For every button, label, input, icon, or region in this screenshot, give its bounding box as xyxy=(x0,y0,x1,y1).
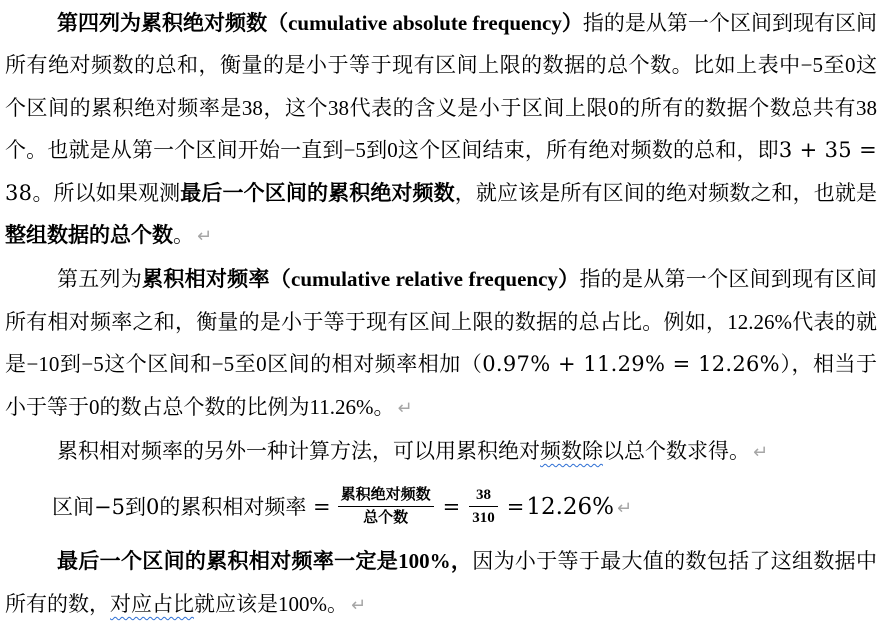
bold-phrase-always-100-percent: 最后一个区间的累积相对频率一定是100%， xyxy=(57,549,473,574)
equals-sign: = xyxy=(506,495,525,520)
body-text: 。所以如果观测 xyxy=(32,180,181,205)
paragraph-alternative-method xyxy=(5,430,877,474)
inline-equation: 3 + 35 = 38 xyxy=(5,138,877,205)
body-text: 累积相对频率的另外一种计算方法，可以用累积绝对 xyxy=(57,439,540,464)
inline-equation: 0.97% + 11.29% = 12.26% xyxy=(482,352,780,377)
body-text: 以总个数求得。 xyxy=(603,439,750,464)
paragraph-last-interval-100-percent xyxy=(5,540,877,627)
paragraph-mark-icon: ↵ xyxy=(197,226,213,248)
body-text: ，就应该是所有区间的绝对频数之和，也就是 xyxy=(454,180,878,205)
paragraph-formula xyxy=(5,478,877,538)
fraction-denominator: 总个数 xyxy=(363,510,409,527)
paragraph-mark-icon: ↵ xyxy=(397,397,413,419)
formula-result: 12.26% xyxy=(526,494,615,521)
body-text: 就应该是100%。 xyxy=(194,591,348,616)
paragraph-cumulative-absolute-frequency xyxy=(5,2,877,258)
spellcheck-wavy-underline: 频数除 xyxy=(540,439,603,464)
body-text: 指的是从第一个区间到现有区间所有相对频率之和，衡量的是小于等于现有区间上限的数据的总占比。例如，12.26%代表的就是−10到−5这个区间和−5至0区间的相对频率相加（ xyxy=(5,267,877,377)
term-cumulative-relative-frequency: 累积相对频率（cumulative relative frequency） xyxy=(142,267,580,292)
body-text: 第五列为 xyxy=(57,267,143,292)
fraction-numerator: 累积绝对频数 xyxy=(338,485,434,507)
paragraph-mark-icon: ↵ xyxy=(351,594,367,616)
equals-sign: = xyxy=(442,495,461,520)
fraction-numerator: 38 xyxy=(469,485,498,507)
fraction-denominator: 310 xyxy=(472,510,495,527)
body-text: ），相当于小于等于0的数占总个数的比例为11.26%。 xyxy=(5,352,878,419)
paragraph-mark-icon: ↵ xyxy=(753,442,769,464)
spellcheck-wavy-underline: 对应占比 xyxy=(110,591,194,616)
fraction-38-over-310 xyxy=(469,485,498,529)
term-cumulative-absolute-frequency: 第四列为累积绝对频数（cumulative absolute frequency） xyxy=(57,11,583,35)
body-text: 因为小于等于最大值的数包括了这组数据中所有的数， xyxy=(5,549,877,616)
bold-phrase-total-count: 整组数据的总个数 xyxy=(5,223,173,248)
fraction-cumulative-over-total xyxy=(338,485,434,529)
bold-phrase-last-interval: 最后一个区间的累积绝对频数 xyxy=(180,180,455,205)
body-text: 指的是从第一个区间到现有区间所有绝对频数的总和，衡量的是小于等于现有区间上限的数据的总个数。比如上表中−5至0这个区间的累积绝对频率是38，这个38代表的含义是小于区间上限0的所有的数据个数总共有38个。也就是从第一个区间开始一直到−5到0这个区间结束，所有绝对频数的总和，即 xyxy=(5,11,877,163)
body-text: 。 xyxy=(173,223,194,248)
paragraph-cumulative-relative-frequency xyxy=(5,258,877,430)
paragraph-mark-icon: ↵ xyxy=(617,498,633,520)
formula-lead-text: 区间−5到0的累积相对频率 = xyxy=(52,495,331,520)
